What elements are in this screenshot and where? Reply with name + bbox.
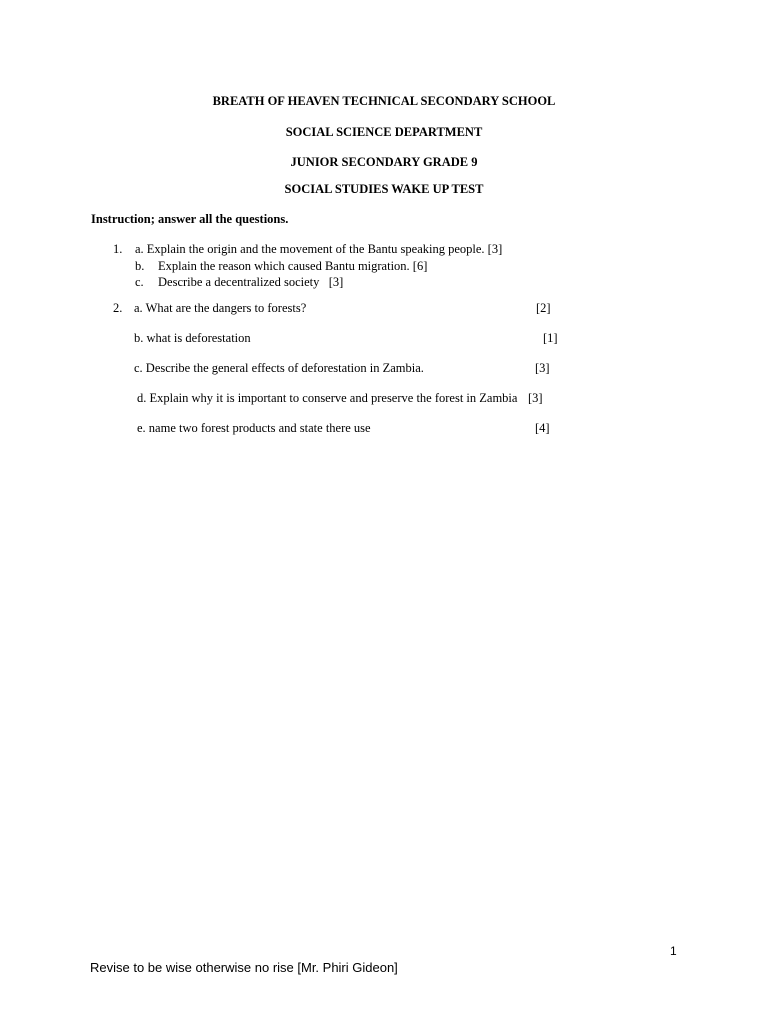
- question-2b-text: b. what is deforestation: [134, 331, 251, 345]
- question-2a-mark: [2]: [536, 301, 551, 315]
- school-name-heading: BREATH OF HEAVEN TECHNICAL SECONDARY SCHOOL: [212, 94, 556, 108]
- question-2d-mark: [3]: [528, 391, 543, 405]
- question-2a-text: a. What are the dangers to forests?: [134, 301, 307, 315]
- instruction-text: Instruction; answer all the questions.: [91, 212, 289, 226]
- footer-text: Revise to be wise otherwise no rise [Mr. Phiri Gideon]: [90, 960, 398, 975]
- grade-heading: JUNIOR SECONDARY GRADE 9: [290, 155, 478, 169]
- page-number: 1: [670, 944, 677, 958]
- question-2e-text: e. name two forest products and state there use: [137, 421, 371, 435]
- question-1b-text: Explain the reason which caused Bantu migration. [6]: [158, 259, 428, 273]
- question-2d-text: d. Explain why it is important to conserve and preserve the forest in Zambia: [137, 391, 518, 405]
- question-2-number: 2.: [113, 301, 123, 315]
- question-2c-text: c. Describe the general effects of deforestation in Zambia.: [134, 361, 424, 375]
- question-1b-letter: b.: [135, 259, 145, 273]
- department-heading: SOCIAL SCIENCE DEPARTMENT: [285, 125, 483, 139]
- question-1c-letter: c.: [135, 275, 144, 289]
- test-title-heading: SOCIAL STUDIES WAKE UP TEST: [284, 182, 484, 196]
- question-2b-mark: [1]: [543, 331, 558, 345]
- question-1a-text: a. Explain the origin and the movement of the Bantu speaking people. [3]: [135, 242, 503, 256]
- question-1c-text: Describe a decentralized society [3]: [158, 275, 344, 289]
- question-1-number: 1.: [113, 242, 123, 256]
- question-2c-mark: [3]: [535, 361, 550, 375]
- question-2e-mark: [4]: [535, 421, 550, 435]
